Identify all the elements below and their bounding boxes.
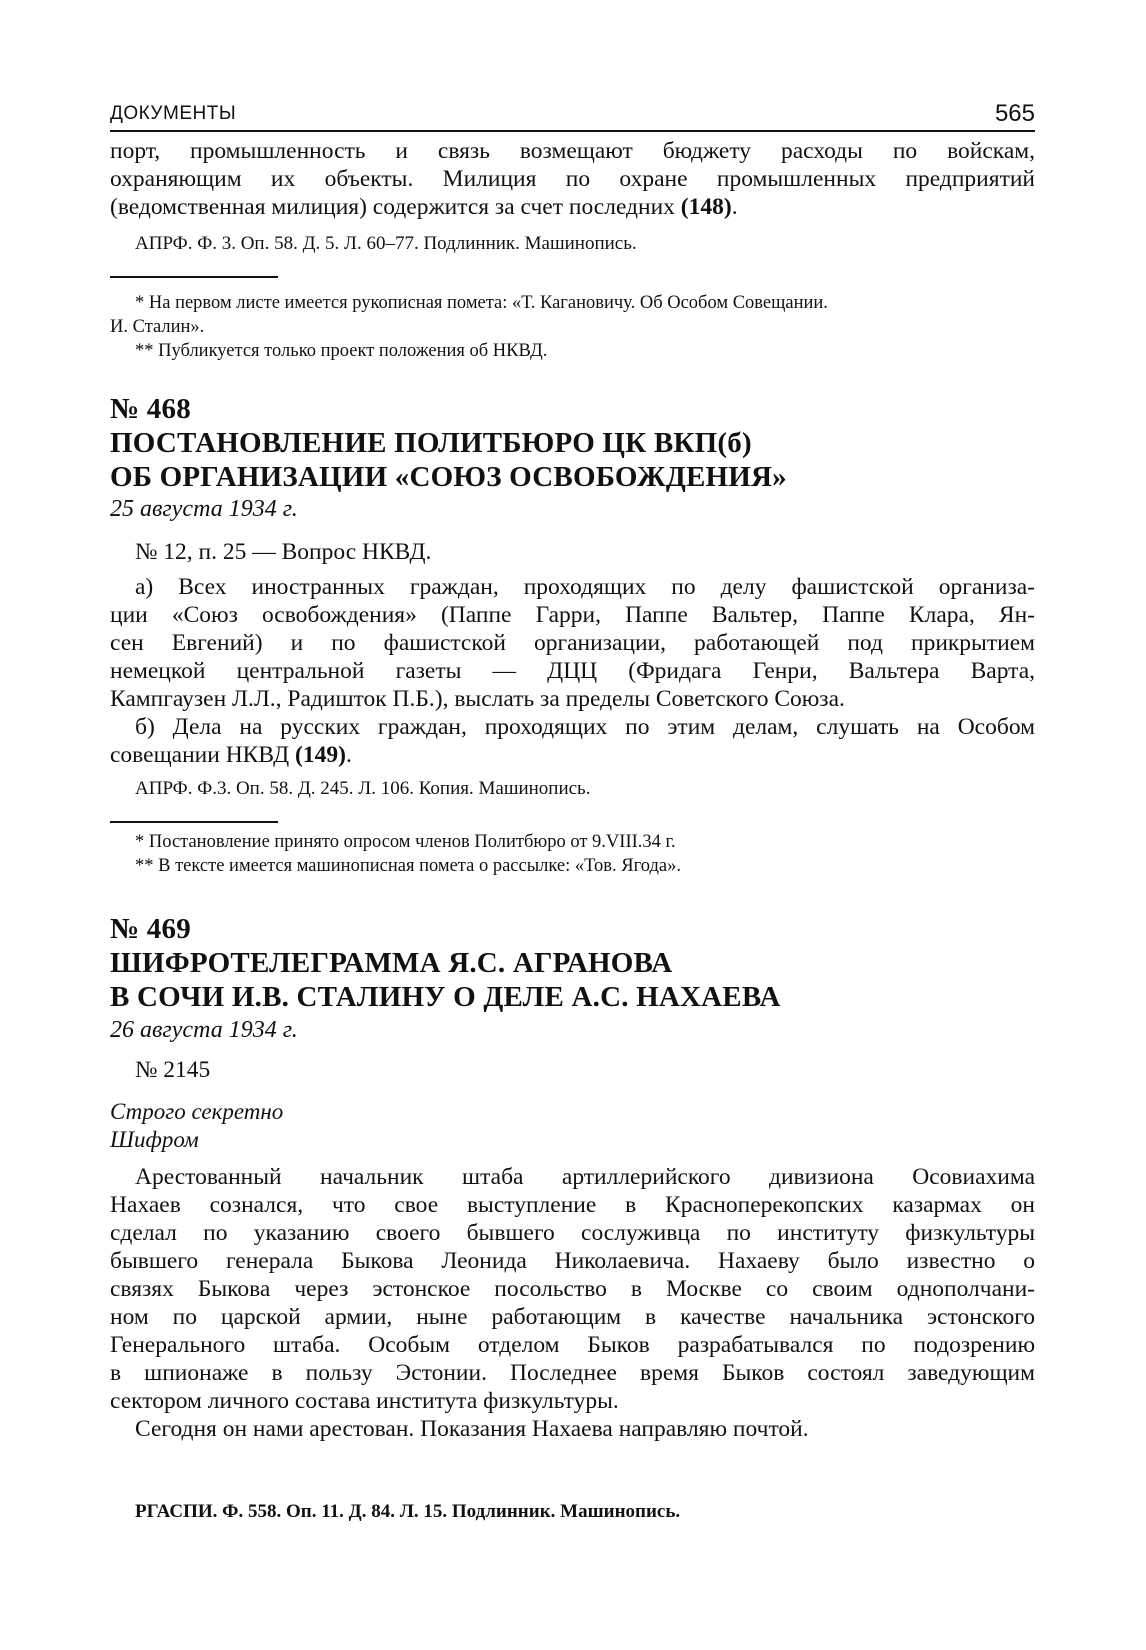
protocol-ref: № 12, п. 25 — Вопрос НКВД.: [135, 539, 432, 565]
running-header: [110, 96, 1035, 132]
doc-469-body: [110, 1163, 1035, 1443]
archive-source: АПРФ. Ф.3. Оп. 58. Д. 245. Л. 106. Копия. Машинопись.: [135, 778, 591, 799]
footnote-rule: [110, 276, 278, 278]
text-line: сектором личного состава института физкультуры.: [110, 1388, 619, 1414]
text-line: Генерального штаба. Особым отделом Быков разрабатывался по подозрению: [110, 1332, 1035, 1358]
text-line: б) Дела на русских граждан, проходящих по этим делам, слушать на Особом: [135, 714, 1035, 740]
commentary-ref: (148): [680, 194, 732, 220]
page-number: 565: [994, 100, 1035, 127]
text-line: сен Евгений) и по фашистской организации, работающей под прикрытием: [110, 630, 1035, 656]
text-line: совещании НКВД (149).: [110, 742, 352, 768]
footnote: ** Публикуется только проект положения об НКВД.: [135, 341, 548, 361]
text-line: охраняющим их объекты. Милиция по охране промышленных предприятий: [110, 166, 1035, 192]
transmission-mark: Шифром: [110, 1127, 199, 1152]
commentary-ref: (149): [295, 742, 346, 768]
classification-block: [110, 1098, 1035, 1154]
text-line: (ведомственная милиция) содержится за счет последних (148).: [110, 194, 738, 220]
text-line: ном по царской армии, ныне работающим в качестве начальника эстонского: [110, 1304, 1035, 1330]
doc-468-body: [110, 538, 1035, 769]
text-line: связях Быкова через эстонское посольство в Москве со своим однополчани-: [110, 1276, 1035, 1302]
text-line: Арестованный начальник штаба артиллерийского дивизиона Осовиахима: [135, 1164, 1035, 1190]
doc-number: № 469: [110, 913, 191, 945]
doc-title-line: ОБ ОРГАНИЗАЦИИ «СОЮЗ ОСВОБОЖДЕНИЯ»: [110, 461, 787, 493]
doc-date: 25 августа 1934 г.: [110, 496, 298, 522]
footnote-rule: [110, 821, 278, 823]
doc-title-line: ШИФРОТЕЛЕГРАММА Я.С. АГРАНОВА: [110, 947, 673, 979]
footnote: * На первом листе имеется рукописная помета: «Т. Кагановичу. Об Особом Совещании.: [135, 293, 828, 313]
doc-date: 26 августа 1934 г.: [110, 1017, 298, 1043]
doc-number: № 468: [110, 393, 191, 425]
text-line: немецкой центральной газеты — ДЦЦ (Фридага Генри, Вальтера Варта,: [110, 658, 1035, 684]
footnotes: [110, 830, 1035, 878]
text-line: бывшего генерала Быкова Леонида Николаевича. Нахаеву было известно о: [110, 1248, 1035, 1274]
archive-source: РГАСПИ. Ф. 558. Оп. 11. Д. 84. Л. 15. Подлинник. Машинопись.: [135, 1501, 681, 1522]
text-line: Сегодня он нами арестован. Показания Нахаева направляю почтой.: [135, 1416, 809, 1442]
text-line: Нахаев сознался, что свое выступление в Краснoперекопских казармах он: [110, 1192, 1035, 1218]
continuation-text: [110, 137, 1035, 221]
footnotes: [110, 291, 1035, 363]
footnote: ** В тексте имеется машинописная помета о рассылке: «Тов. Ягода».: [135, 856, 681, 876]
text-line: а) Всех иностранных граждан, проходящих по делу фашистской организа-: [135, 574, 1035, 600]
section-title: ДОКУМЕНТЫ: [110, 103, 237, 124]
telegram-number: [110, 1056, 1035, 1084]
text-line: порт, промышленность и связь возмещают бюджету расходы по войскам,: [110, 138, 1035, 164]
doc-title-line: ПОСТАНОВЛЕНИЕ ПОЛИТБЮРО ЦК ВКП(б): [110, 427, 752, 459]
doc-title-line: В СОЧИ И.В. СТАЛИНУ О ДЕЛЕ А.С. НАХАЕВА: [110, 981, 781, 1013]
text-line: Кампгаузен Л.Л., Радишток П.Б.), выслать за пределы Советского Союза.: [110, 686, 845, 712]
footnote: * Постановление принято опросом членов Политбюро от 9.VIII.34 г.: [135, 832, 676, 852]
footnote: И. Сталин».: [110, 317, 205, 337]
classification-mark: Строго секретно: [110, 1099, 284, 1124]
text-line: сделал по указанию своего бывшего сослуживца по институту физкультуры: [110, 1220, 1035, 1246]
protocol-ref: № 2145: [135, 1057, 211, 1083]
archive-source: АПРФ. Ф. 3. Оп. 58. Д. 5. Л. 60–77. Подлинник. Машинопись.: [135, 233, 637, 254]
text-line: в шпионаже в пользу Эстонии. Последнее время Быков состоял заведующим: [110, 1360, 1035, 1386]
doc-468-heading: [110, 392, 1035, 494]
text-line: ции «Союз освобождения» (Паппе Гарри, Паппе Вальтер, Паппе Клара, Ян-: [110, 602, 1035, 628]
doc-469-heading: [110, 912, 1035, 1014]
